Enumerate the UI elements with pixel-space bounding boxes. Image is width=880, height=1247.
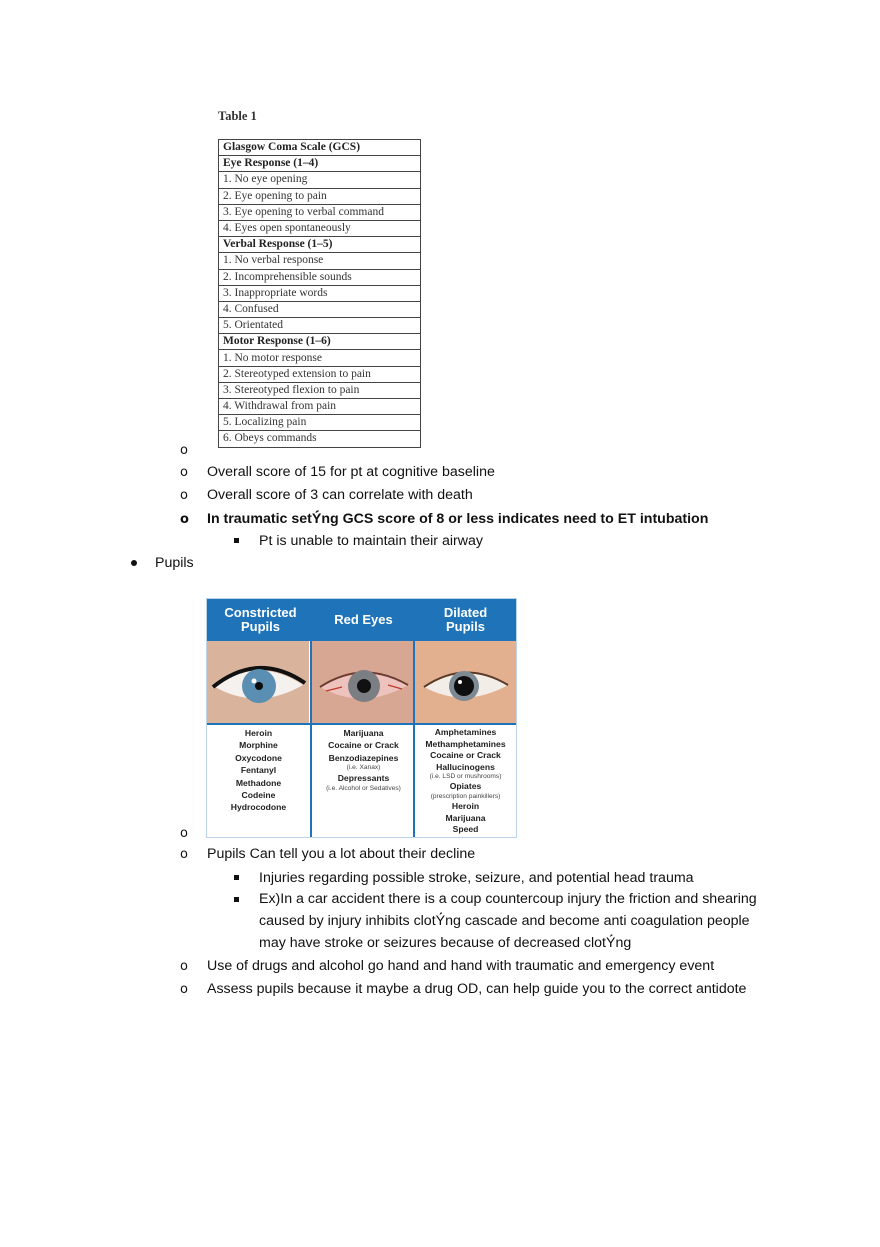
gcs-cell: 3. Eye opening to verbal command <box>219 204 421 220</box>
column-title-line: Dilated <box>443 605 488 620</box>
drug-item <box>207 789 310 801</box>
drug-item <box>207 739 310 751</box>
score-15-note: Overall score of 15 for pt at cognitive baseline <box>207 464 495 480</box>
column-title-line: Constricted <box>224 605 297 620</box>
drug-name: Hydrocodone <box>230 802 287 813</box>
dilated-drug-list <box>414 727 517 836</box>
assess-pupils-note: Assess pupils because it maybe a drug OD, can help guide you to the correct antidote <box>207 981 747 997</box>
gcs-row <box>219 204 421 220</box>
gcs-row <box>219 156 421 172</box>
circle-bullet-icon: o <box>180 826 188 841</box>
drug-note: (i.e. LSD or mushrooms) <box>429 773 502 781</box>
column-title-red-eyes <box>312 613 415 627</box>
gcs-row <box>219 334 421 350</box>
drug-item <box>207 752 310 764</box>
gcs-cell: 2. Eye opening to pain <box>219 188 421 204</box>
gcs-cell: 4. Confused <box>219 301 421 317</box>
gcs-cell: 6. Obeys commands <box>219 431 421 447</box>
circle-bullet-icon: o <box>180 847 188 862</box>
gcs-section-header: Verbal Response (1–5) <box>219 237 421 253</box>
drug-name: Methamphetamines <box>425 738 506 749</box>
gcs-table <box>218 139 421 448</box>
gcs-row <box>219 188 421 204</box>
drug-item <box>312 752 415 772</box>
drug-item <box>414 727 517 739</box>
drug-name: Oxycodone <box>235 752 282 763</box>
drug-name: Morphine <box>239 740 278 751</box>
drug-note: (prescription painkillers) <box>430 792 501 800</box>
constricted-drug-list <box>207 727 310 814</box>
gcs-row <box>219 237 421 253</box>
gcs-row <box>219 269 421 285</box>
gcs-section-header: Motor Response (1–6) <box>219 334 421 350</box>
drug-name: Fentanyl <box>240 765 277 776</box>
pupils-heading: Pupils <box>155 555 194 571</box>
gcs-row <box>219 140 421 156</box>
column-title-line: Red Eyes <box>334 612 393 627</box>
gcs-cell: 4. Withdrawal from pain <box>219 399 421 415</box>
gcs-cell: 5. Localizing pain <box>219 415 421 431</box>
circle-bullet-icon: o <box>180 443 188 458</box>
drug-name: Methadone <box>235 777 282 788</box>
drug-item <box>414 781 517 801</box>
gcs-cell: 1. No verbal response <box>219 253 421 269</box>
square-bullet-icon <box>234 897 239 902</box>
drug-item <box>312 739 415 751</box>
drug-name: Amphetamines <box>434 727 497 737</box>
airway-note: Pt is unable to maintain their airway <box>259 533 483 549</box>
red-eyes-drug-list <box>312 727 415 793</box>
column-title-dilated <box>414 606 517 634</box>
drug-item <box>414 739 517 751</box>
dilated-eye-image <box>414 641 516 723</box>
gcs-row <box>219 366 421 382</box>
drug-item <box>414 813 517 825</box>
example-note: Ex)In a car accident there is a coup countercoup injury the friction and shearing caused by injury inhibits clotÝ́ng cascade and become anti coagulation people may have stroke or seizures because of decreased clotÝ́ng <box>259 891 757 951</box>
drug-name: Marijuana <box>343 728 384 738</box>
circle-bullet-icon: o <box>180 488 188 503</box>
gcs-row <box>219 431 421 447</box>
drug-item <box>312 727 415 739</box>
gcs-cell: 2. Incomprehensible sounds <box>219 269 421 285</box>
drug-name: Benzodiazepines <box>328 752 399 763</box>
gcs-row <box>219 399 421 415</box>
drug-item <box>414 824 517 836</box>
drug-item <box>207 777 310 789</box>
constricted-eye-image <box>207 641 309 723</box>
gcs-section-header: Eye Response (1–4) <box>219 156 421 172</box>
gcs-cell: 3. Stereotyped flexion to pain <box>219 382 421 398</box>
drug-name: Cocaine or Crack <box>430 750 501 761</box>
gcs-cell: 5. Orientated <box>219 318 421 334</box>
drugs-alcohol-note: Use of drugs and alcohol go hand and hand with traumatic and emergency event <box>207 958 715 974</box>
circle-bullet-icon: o <box>180 982 188 997</box>
table-caption: Table 1 <box>218 109 257 123</box>
gcs-cell: 4. Eyes open spontaneously <box>219 220 421 236</box>
drug-item <box>207 727 310 739</box>
drug-name: Hallucinogens <box>436 761 495 772</box>
square-bullet-icon <box>234 538 239 543</box>
drug-item <box>414 801 517 813</box>
gcs-cell: 1. No motor response <box>219 350 421 366</box>
traumatic-setting-note: In traumatic setÝ́ng GCS score of 8 or less indicates need to ET intubation <box>207 511 709 527</box>
gcs-cell: 2. Stereotyped extension to pain <box>219 366 421 382</box>
drug-name: Opiates <box>449 781 482 792</box>
drug-name: Depressants <box>337 773 390 784</box>
drug-note: (i.e. Alcohol or Sedatives) <box>326 784 401 792</box>
gcs-row <box>219 382 421 398</box>
gcs-cell: 3. Inappropriate words <box>219 285 421 301</box>
circle-bullet-icon: o <box>180 465 188 480</box>
gcs-row <box>219 172 421 188</box>
drug-note: (i.e. Xanax) <box>346 764 381 772</box>
decline-note: Pupils Can tell you a lot about their decline <box>207 846 476 862</box>
drug-item <box>312 772 415 792</box>
gcs-row <box>219 415 421 431</box>
drug-name: Heroin <box>244 728 273 738</box>
column-title-line: Pupils <box>445 619 485 634</box>
column-title-constricted <box>209 606 312 634</box>
drug-item <box>207 801 310 813</box>
column-title-line: Pupils <box>240 619 280 634</box>
circle-bullet-icon: o <box>180 959 188 974</box>
circle-bullet-icon: o <box>180 512 189 527</box>
injuries-note: Injuries regarding possible stroke, seizure, and potential head trauma <box>259 870 694 886</box>
pupils-drug-chart <box>206 598 517 838</box>
gcs-row <box>219 318 421 334</box>
gcs-row <box>219 220 421 236</box>
drug-name: Speed <box>452 824 479 835</box>
square-bullet-icon <box>234 875 239 880</box>
drug-name: Codeine <box>241 790 276 801</box>
gcs-row <box>219 350 421 366</box>
drug-name: Heroin <box>451 800 480 811</box>
drug-item <box>414 750 517 762</box>
gcs-section-header: Glasgow Coma Scale (GCS) <box>219 140 421 156</box>
chart-row-divider <box>207 723 516 725</box>
drug-name: Marijuana <box>445 812 486 823</box>
drug-item <box>207 764 310 776</box>
drug-name: Cocaine or Crack <box>328 740 399 751</box>
red-eye-image <box>312 641 414 723</box>
drug-item <box>414 762 517 782</box>
gcs-row <box>219 253 421 269</box>
gcs-cell: 1. No eye opening <box>219 172 421 188</box>
disc-bullet-icon <box>131 560 137 566</box>
gcs-row <box>219 301 421 317</box>
gcs-row <box>219 285 421 301</box>
score-3-note: Overall score of 3 can correlate with death <box>207 487 473 503</box>
